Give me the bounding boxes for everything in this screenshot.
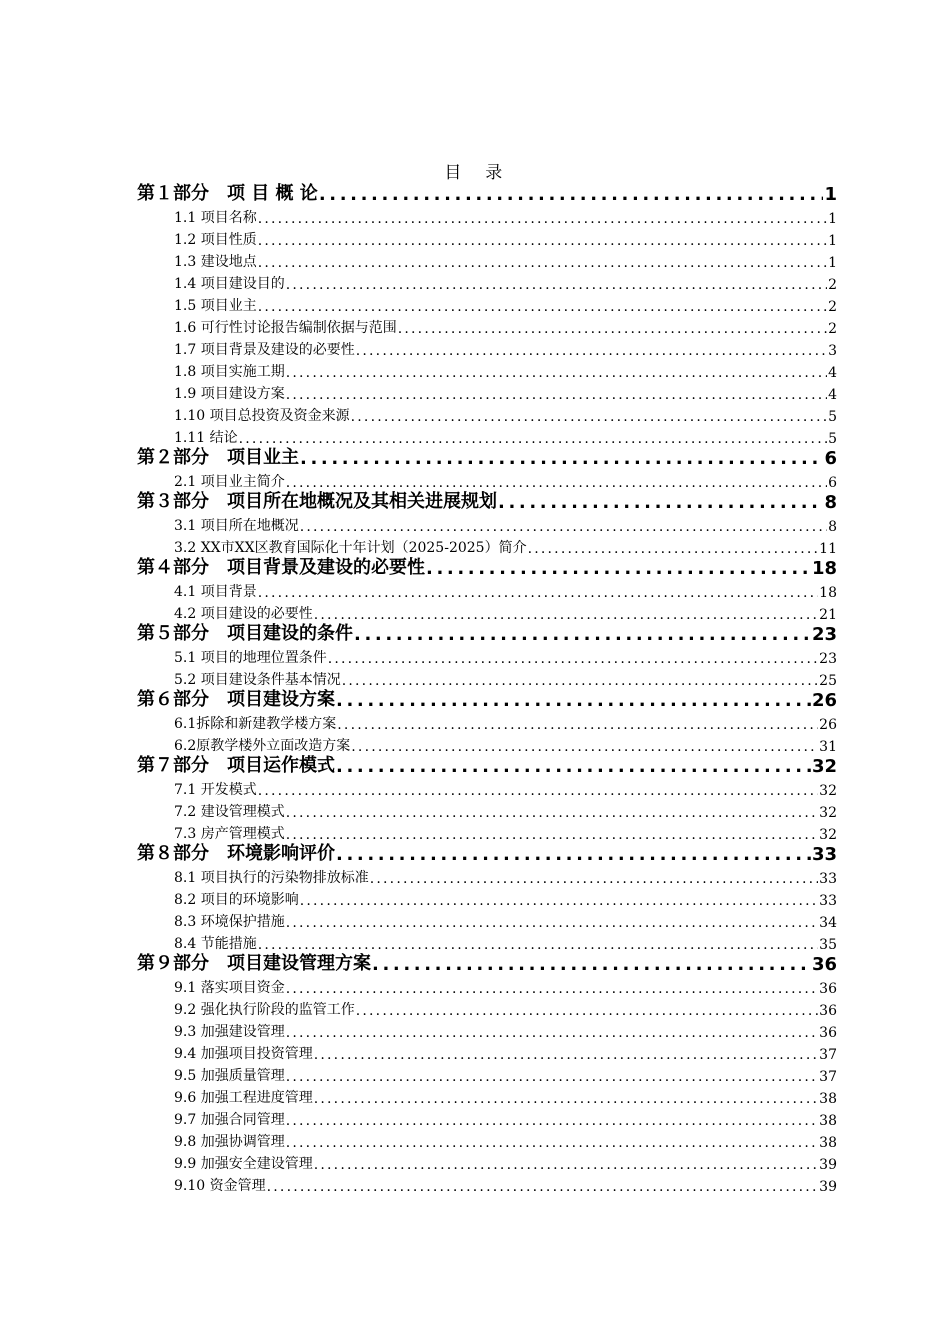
toc-page-number: 11	[819, 541, 837, 557]
toc-subsection-row[interactable]	[137, 1063, 837, 1085]
toc-subsection-row[interactable]	[137, 535, 837, 557]
toc-leader-dots	[426, 558, 811, 579]
toc-leader-dots	[239, 431, 827, 447]
toc-leader-dots	[286, 387, 827, 403]
toc-entry-label: 1.5 项目业主	[174, 298, 257, 314]
toc-entry-label: 4.2 项目建设的必要性	[174, 606, 313, 622]
toc-subsection-row[interactable]	[137, 601, 837, 623]
toc-page-number: 18	[811, 558, 837, 579]
toc-subsection-row[interactable]	[137, 865, 837, 887]
toc-subsection-row[interactable]	[137, 249, 837, 271]
toc-leader-dots	[314, 1047, 818, 1063]
toc-entry-label: 4.1 项目背景	[174, 584, 257, 600]
toc-subsection-row[interactable]	[137, 887, 837, 909]
toc-subsection-row[interactable]	[137, 293, 837, 315]
toc-leader-dots	[258, 233, 827, 249]
toc-leader-dots	[286, 475, 827, 491]
toc-entry-label: 9.9 加强安全建设管理	[174, 1156, 313, 1172]
toc-page-number: 6	[824, 448, 837, 469]
toc-entry-label: 1.9 项目建设方案	[174, 386, 285, 402]
toc-leader-dots	[528, 541, 819, 557]
toc-leader-dots	[336, 690, 811, 711]
toc-entry-label: 6.1拆除和新建教学楼方案	[174, 716, 337, 732]
toc-leader-dots	[314, 1157, 818, 1173]
toc-page-number: 1	[828, 233, 837, 249]
toc-page-number: 35	[819, 937, 837, 953]
toc-entry-label: 3.2 XX市XX区教育国际化十年计划（2025-2025）简介	[174, 540, 527, 556]
toc-page-number: 5	[828, 431, 837, 447]
toc-page-number: 26	[819, 717, 837, 733]
toc-entry-label: 1.1 项目名称	[174, 210, 257, 226]
toc-leader-dots	[498, 492, 823, 513]
toc-entry-label: 第２部分 项目业主	[137, 447, 299, 468]
toc-subsection-row[interactable]	[137, 799, 837, 821]
toc-leader-dots	[286, 827, 818, 843]
toc-leader-dots	[258, 585, 818, 601]
toc-page-number: 33	[811, 844, 837, 865]
toc-page-number: 26	[811, 690, 837, 711]
toc-leader-dots	[258, 299, 827, 315]
toc-page-number: 2	[828, 321, 837, 337]
toc-page-number: 18	[819, 585, 837, 601]
toc-entry-label: 9.5 加强质量管理	[174, 1068, 285, 1084]
toc-subsection-row[interactable]	[137, 337, 837, 359]
toc-leader-dots	[328, 651, 818, 667]
toc-subsection-row[interactable]	[137, 1019, 837, 1041]
toc-subsection-row[interactable]	[137, 403, 837, 425]
toc-leader-dots	[300, 893, 818, 909]
toc-leader-dots	[370, 871, 818, 887]
toc-page-number: 38	[819, 1135, 837, 1151]
toc-page-number: 33	[819, 871, 837, 887]
toc-entry-label: 7.2 建设管理模式	[174, 804, 285, 820]
toc-page-number: 1	[828, 211, 837, 227]
toc-page-number: 33	[819, 893, 837, 909]
toc-page-number: 39	[819, 1157, 837, 1173]
toc-entry-label: 9.6 加强工程进度管理	[174, 1090, 313, 1106]
toc-entry-label: 5.2 项目建设条件基本情况	[174, 672, 341, 688]
toc-entry-label: 9.2 强化执行阶段的监管工作	[174, 1002, 355, 1018]
toc-subsection-row[interactable]	[137, 1041, 837, 1063]
toc-subsection-row[interactable]	[137, 1151, 837, 1173]
toc-leader-dots	[351, 409, 827, 425]
toc-leader-dots	[319, 184, 824, 205]
toc-entry-label: 1.6 可行性讨论报告编制依据与范围	[174, 320, 397, 336]
toc-entry-label: 3.1 项目所在地概况	[174, 518, 299, 534]
toc-leader-dots	[356, 1003, 818, 1019]
toc-leader-dots	[286, 1069, 818, 1085]
toc-page-number: 36	[819, 1003, 837, 1019]
toc-page-number: 31	[819, 739, 837, 755]
toc-subsection-row[interactable]	[137, 227, 837, 249]
toc-page-number: 34	[819, 915, 837, 931]
toc-leader-dots	[258, 211, 827, 227]
toc-leader-dots	[398, 321, 827, 337]
toc-entry-label: 1.4 项目建设目的	[174, 276, 285, 292]
toc-entry-label: 7.1 开发模式	[174, 782, 257, 798]
table-of-contents	[137, 183, 837, 1195]
toc-section-row[interactable]	[137, 491, 837, 513]
toc-leader-dots	[300, 519, 827, 535]
toc-subsection-row[interactable]	[137, 271, 837, 293]
toc-entry-label: 1.7 项目背景及建设的必要性	[174, 342, 355, 358]
toc-leader-dots	[342, 673, 818, 689]
toc-section-row[interactable]	[137, 447, 837, 469]
toc-page-number: 8	[824, 492, 837, 513]
toc-entry-label: 5.1 项目的地理位置条件	[174, 650, 327, 666]
toc-leader-dots	[286, 277, 827, 293]
toc-leader-dots	[286, 1135, 818, 1151]
toc-subsection-row[interactable]	[137, 975, 837, 997]
toc-entry-label: 1.10 项目总投资及资金来源	[174, 408, 350, 424]
toc-entry-label: 8.2 项目的环境影响	[174, 892, 299, 908]
toc-page-number: 36	[811, 954, 837, 975]
toc-subsection-row[interactable]	[137, 711, 837, 733]
toc-leader-dots	[286, 365, 827, 381]
toc-page-number: 2	[828, 299, 837, 315]
toc-page-number: 5	[828, 409, 837, 425]
toc-entry-label: 9.3 加强建设管理	[174, 1024, 285, 1040]
toc-entry-label: 8.3 环境保护措施	[174, 914, 285, 930]
toc-page-number: 32	[819, 805, 837, 821]
toc-leader-dots	[286, 1025, 818, 1041]
toc-page-number: 4	[828, 387, 837, 403]
toc-page-number: 8	[828, 519, 837, 535]
toc-leader-dots	[314, 607, 818, 623]
toc-subsection-row[interactable]	[137, 359, 837, 381]
toc-subsection-row[interactable]	[137, 579, 837, 601]
toc-leader-dots	[267, 1179, 819, 1195]
toc-page-number: 37	[819, 1047, 837, 1063]
toc-subsection-row[interactable]	[137, 777, 837, 799]
toc-leader-dots	[258, 783, 818, 799]
toc-page-number: 1	[828, 255, 837, 271]
toc-leader-dots	[314, 1091, 818, 1107]
toc-subsection-row[interactable]	[137, 667, 837, 689]
toc-entry-label: 1.11 结论	[174, 430, 238, 446]
toc-page-number: 3	[828, 343, 837, 359]
toc-title: 目 录	[444, 163, 506, 183]
toc-entry-label: 2.1 项目业主简介	[174, 474, 285, 490]
toc-leader-dots	[258, 255, 827, 271]
toc-leader-dots	[351, 739, 818, 755]
toc-entry-label: 第７部分 项目运作模式	[137, 755, 335, 776]
toc-page-number: 38	[819, 1091, 837, 1107]
toc-page-number: 32	[811, 756, 837, 777]
toc-page-number: 2	[828, 277, 837, 293]
toc-subsection-row[interactable]	[137, 381, 837, 403]
toc-leader-dots	[336, 844, 811, 865]
toc-page-number: 21	[819, 607, 837, 623]
toc-entry-label: 9.4 加强项目投资管理	[174, 1046, 313, 1062]
toc-subsection-row[interactable]	[137, 315, 837, 337]
toc-entry-label: 1.3 建设地点	[174, 254, 257, 270]
toc-leader-dots	[372, 954, 811, 975]
toc-leader-dots	[286, 1113, 818, 1129]
toc-subsection-row[interactable]	[137, 205, 837, 227]
toc-entry-label: 第４部分 项目背景及建设的必要性	[137, 557, 425, 578]
toc-leader-dots	[337, 717, 818, 733]
toc-entry-label: 第８部分 环境影响评价	[137, 843, 335, 864]
toc-page-number: 32	[819, 827, 837, 843]
toc-subsection-row[interactable]	[137, 513, 837, 535]
toc-entry-label: 1.2 项目性质	[174, 232, 257, 248]
toc-leader-dots	[286, 915, 818, 931]
toc-subsection-row[interactable]	[137, 909, 837, 931]
toc-leader-dots	[258, 937, 818, 953]
toc-subsection-row[interactable]	[137, 645, 837, 667]
toc-subsection-row[interactable]	[137, 733, 837, 755]
toc-entry-label: 第１部分 项 目 概 论	[137, 183, 318, 204]
toc-entry-label: 6.2原教学楼外立面改造方案	[174, 738, 351, 754]
toc-leader-dots	[286, 981, 818, 997]
toc-section-row[interactable]	[137, 183, 837, 205]
toc-page-number: 36	[819, 1025, 837, 1041]
toc-page-number: 4	[828, 365, 837, 381]
toc-page-number: 32	[819, 783, 837, 799]
toc-leader-dots	[354, 624, 811, 645]
toc-entry-label: 9.10 资金管理	[174, 1178, 266, 1194]
toc-page-number: 39	[819, 1179, 837, 1195]
toc-page-number: 6	[828, 475, 837, 491]
toc-subsection-row[interactable]	[137, 1173, 837, 1195]
toc-entry-label: 8.4 节能措施	[174, 936, 257, 952]
toc-subsection-row[interactable]	[137, 1107, 837, 1129]
toc-page-number: 37	[819, 1069, 837, 1085]
toc-section-row[interactable]	[137, 755, 837, 777]
toc-subsection-row[interactable]	[137, 1085, 837, 1107]
toc-entry-label: 9.7 加强合同管理	[174, 1112, 285, 1128]
toc-page-number: 25	[819, 673, 837, 689]
toc-page-number: 38	[819, 1113, 837, 1129]
toc-leader-dots	[336, 756, 811, 777]
toc-leader-dots	[300, 448, 823, 469]
toc-subsection-row[interactable]	[137, 1129, 837, 1151]
toc-page-number: 23	[811, 624, 837, 645]
toc-entry-label: 7.3 房产管理模式	[174, 826, 285, 842]
toc-entry-label: 第９部分 项目建设管理方案	[137, 953, 371, 974]
toc-page-number: 36	[819, 981, 837, 997]
toc-entry-label: 9.1 落实项目资金	[174, 980, 285, 996]
toc-entry-label: 第３部分 项目所在地概况及其相关进展规划	[137, 491, 497, 512]
toc-entry-label: 1.8 项目实施工期	[174, 364, 285, 380]
toc-subsection-row[interactable]	[137, 821, 837, 843]
toc-leader-dots	[286, 805, 818, 821]
toc-section-row[interactable]	[137, 953, 837, 975]
toc-page-number: 1	[824, 184, 837, 205]
toc-leader-dots	[356, 343, 827, 359]
toc-page-number: 23	[819, 651, 837, 667]
toc-section-row[interactable]	[137, 843, 837, 865]
toc-entry-label: 8.1 项目执行的污染物排放标准	[174, 870, 369, 886]
toc-section-row[interactable]	[137, 689, 837, 711]
toc-subsection-row[interactable]	[137, 469, 837, 491]
toc-section-row[interactable]	[137, 557, 837, 579]
toc-entry-label: 9.8 加强协调管理	[174, 1134, 285, 1150]
toc-entry-label: 第６部分 项目建设方案	[137, 689, 335, 710]
toc-subsection-row[interactable]	[137, 997, 837, 1019]
toc-subsection-row[interactable]	[137, 425, 837, 447]
toc-subsection-row[interactable]	[137, 931, 837, 953]
toc-section-row[interactable]	[137, 623, 837, 645]
toc-entry-label: 第５部分 项目建设的条件	[137, 623, 353, 644]
